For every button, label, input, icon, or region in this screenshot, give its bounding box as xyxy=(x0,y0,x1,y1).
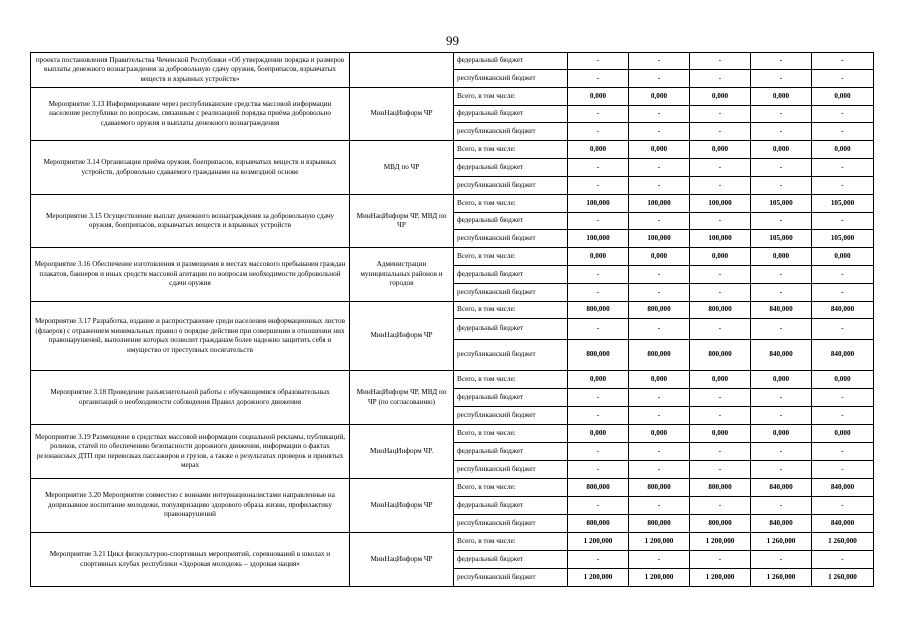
amount-cell: - xyxy=(812,284,874,302)
amount-cell: - xyxy=(690,284,751,302)
measure-cell: проекта постановления Правительства Чеченской Республики «Об утверждении порядка и размеров выплаты денежного вознаграждения за добровольную сдачу оружия, боеприпасов, взрывчатых веществ и взрывных устройств» xyxy=(31,53,350,88)
amount-cell: - xyxy=(751,284,812,302)
amount-cell: - xyxy=(629,389,690,407)
funding-source-cell: федеральный бюджет xyxy=(454,213,568,230)
responsible-cell: МинНацИнформ ЧР. xyxy=(350,425,454,479)
funding-source-cell: федеральный бюджет xyxy=(454,443,568,461)
amount-cell: - xyxy=(690,319,751,340)
measure-cell: Мероприятие 3.16 Обеспечение изготовления и размещения в местах массового пребывания граждан плакатов, баннеров и иных средств массовой агитации по вопросам необходимости добровольной сдачи оружия xyxy=(31,248,350,302)
funding-source-cell: Всего, в том числе: xyxy=(454,371,568,389)
table-row xyxy=(31,195,874,213)
amount-cell: - xyxy=(751,266,812,284)
amount-cell: 840,000 xyxy=(751,479,812,497)
amount-cell: - xyxy=(629,53,690,70)
amount-cell: 1 260,000 xyxy=(751,569,812,587)
amount-cell: 100,000 xyxy=(690,195,751,213)
amount-cell: 0,000 xyxy=(690,248,751,266)
funding-source-cell: федеральный бюджет xyxy=(454,389,568,407)
amount-cell: 100,000 xyxy=(568,230,629,248)
table-row xyxy=(31,479,874,497)
table-row xyxy=(31,88,874,106)
amount-cell: - xyxy=(690,159,751,177)
amount-cell: 840,000 xyxy=(812,479,874,497)
funding-source-cell: республиканский бюджет xyxy=(454,177,568,195)
amount-cell: 1 200,000 xyxy=(690,569,751,587)
amount-cell: - xyxy=(568,461,629,479)
amount-cell: - xyxy=(751,177,812,195)
funding-source-cell: федеральный бюджет xyxy=(454,53,568,70)
amount-cell: 100,000 xyxy=(568,195,629,213)
amount-cell: - xyxy=(568,284,629,302)
amount-cell: - xyxy=(568,319,629,340)
amount-cell: - xyxy=(812,159,874,177)
amount-cell: 800,000 xyxy=(690,479,751,497)
funding-source-cell: республиканский бюджет xyxy=(454,569,568,587)
amount-cell: - xyxy=(812,213,874,230)
amount-cell: 0,000 xyxy=(690,141,751,159)
amount-cell: - xyxy=(629,177,690,195)
amount-cell: 800,000 xyxy=(629,515,690,533)
amount-cell: - xyxy=(751,443,812,461)
amount-cell: - xyxy=(751,70,812,88)
amount-cell: 800,000 xyxy=(690,515,751,533)
amount-cell: 840,000 xyxy=(812,340,874,371)
amount-cell: 840,000 xyxy=(812,515,874,533)
funding-source-cell: республиканский бюджет xyxy=(454,70,568,88)
amount-cell: - xyxy=(568,177,629,195)
amount-cell: 1 200,000 xyxy=(568,569,629,587)
amount-cell: 840,000 xyxy=(751,340,812,371)
amount-cell: 800,000 xyxy=(629,340,690,371)
table-row xyxy=(31,302,874,319)
amount-cell: - xyxy=(751,53,812,70)
amount-cell: 1 260,000 xyxy=(812,533,874,551)
amount-cell: 0,000 xyxy=(690,425,751,443)
amount-cell: - xyxy=(629,497,690,515)
amount-cell: - xyxy=(568,407,629,425)
amount-cell: 0,000 xyxy=(812,425,874,443)
amount-cell: - xyxy=(690,407,751,425)
amount-cell: - xyxy=(751,461,812,479)
funding-source-cell: федеральный бюджет xyxy=(454,319,568,340)
responsible-cell xyxy=(350,53,454,88)
amount-cell: - xyxy=(568,159,629,177)
amount-cell: - xyxy=(629,551,690,569)
amount-cell: - xyxy=(690,70,751,88)
amount-cell: - xyxy=(751,497,812,515)
amount-cell: - xyxy=(568,70,629,88)
responsible-cell: МинНацИнформ ЧР, МВД по ЧР (по согласованию) xyxy=(350,371,454,425)
funding-source-cell: Всего, в том числе: xyxy=(454,88,568,106)
responsible-cell: МинНацИнформ ЧР xyxy=(350,88,454,141)
amount-cell: - xyxy=(690,213,751,230)
amount-cell: - xyxy=(568,213,629,230)
amount-cell: 0,000 xyxy=(629,88,690,106)
amount-cell: - xyxy=(751,106,812,123)
amount-cell: - xyxy=(812,53,874,70)
table-body xyxy=(31,53,874,587)
amount-cell: - xyxy=(568,443,629,461)
amount-cell: - xyxy=(751,159,812,177)
amount-cell: - xyxy=(629,284,690,302)
responsible-cell: МинНацИнформ ЧР xyxy=(350,302,454,371)
amount-cell: - xyxy=(812,177,874,195)
amount-cell: 105,000 xyxy=(812,230,874,248)
amount-cell: - xyxy=(751,389,812,407)
amount-cell: - xyxy=(690,53,751,70)
funding-source-cell: республиканский бюджет xyxy=(454,340,568,371)
amount-cell: - xyxy=(812,123,874,141)
amount-cell: - xyxy=(812,389,874,407)
amount-cell: 800,000 xyxy=(629,302,690,319)
amount-cell: - xyxy=(629,123,690,141)
amount-cell: - xyxy=(568,551,629,569)
funding-source-cell: федеральный бюджет xyxy=(454,106,568,123)
amount-cell: 105,000 xyxy=(751,195,812,213)
amount-cell: - xyxy=(690,177,751,195)
amount-cell: 800,000 xyxy=(690,340,751,371)
amount-cell: 0,000 xyxy=(568,425,629,443)
amount-cell: 0,000 xyxy=(629,141,690,159)
amount-cell: - xyxy=(812,461,874,479)
amount-cell: - xyxy=(568,389,629,407)
amount-cell: - xyxy=(690,497,751,515)
funding-source-cell: республиканский бюджет xyxy=(454,407,568,425)
amount-cell: 0,000 xyxy=(751,141,812,159)
responsible-cell: МинНацИнформ ЧР, МВД по ЧР xyxy=(350,195,454,248)
amount-cell: 840,000 xyxy=(812,302,874,319)
funding-source-cell: Всего, в том числе: xyxy=(454,195,568,213)
amount-cell: 1 260,000 xyxy=(812,569,874,587)
table-row xyxy=(31,425,874,443)
funding-source-cell: республиканский бюджет xyxy=(454,515,568,533)
amount-cell: - xyxy=(690,123,751,141)
amount-cell: - xyxy=(690,389,751,407)
amount-cell: 800,000 xyxy=(690,302,751,319)
amount-cell: 0,000 xyxy=(751,425,812,443)
funding-source-cell: федеральный бюджет xyxy=(454,497,568,515)
amount-cell: 800,000 xyxy=(568,340,629,371)
amount-cell: - xyxy=(690,551,751,569)
funding-source-cell: Всего, в том числе: xyxy=(454,141,568,159)
amount-cell: 100,000 xyxy=(629,230,690,248)
amount-cell: 0,000 xyxy=(751,88,812,106)
amount-cell: - xyxy=(812,551,874,569)
amount-cell: - xyxy=(629,266,690,284)
amount-cell: - xyxy=(629,159,690,177)
amount-cell: - xyxy=(812,70,874,88)
measure-cell: Мероприятие 3.14 Организация приёма оружия, боеприпасов, взрывчатых веществ и взрывных устройств, добровольно сдаваемого гражданами на возмездной основе xyxy=(31,141,350,195)
amount-cell: - xyxy=(812,266,874,284)
measure-cell: Мероприятие 3.18 Проведение разъяснительной работы с обучающимися образовательных организаций о необходимости соблюдения Правил дорожного движения xyxy=(31,371,350,425)
amount-cell: 0,000 xyxy=(629,425,690,443)
funding-source-cell: республиканский бюджет xyxy=(454,230,568,248)
page-number: 99 xyxy=(446,33,459,48)
funding-source-cell: республиканский бюджет xyxy=(454,123,568,141)
amount-cell: 800,000 xyxy=(568,515,629,533)
funding-table xyxy=(30,52,874,587)
amount-cell: 1 200,000 xyxy=(629,569,690,587)
amount-cell: - xyxy=(629,70,690,88)
amount-cell: 105,000 xyxy=(751,230,812,248)
amount-cell: 0,000 xyxy=(812,141,874,159)
amount-cell: 0,000 xyxy=(568,371,629,389)
amount-cell: - xyxy=(568,53,629,70)
measure-cell: Мероприятие 3.13 Информирование через республиканские средства массовой информации население республики по вопросам, связанным с реализацией порядка приёма добровольно сдаваемого оружия и выплаты денежного вознаграждения xyxy=(31,88,350,141)
amount-cell: - xyxy=(812,497,874,515)
amount-cell: - xyxy=(629,319,690,340)
amount-cell: 800,000 xyxy=(629,479,690,497)
amount-cell: - xyxy=(690,106,751,123)
amount-cell: 0,000 xyxy=(751,248,812,266)
measure-cell: Мероприятие 3.17 Разработка, издание и распространение среди населения информационных листов (флаеров) с отражением минимальных правил о порядке действия при совершении в отношении них правонарушений, выполнение которых позволит гражданам более надежно защитить себя и имущество от преступных посягательств xyxy=(31,302,350,371)
amount-cell: 0,000 xyxy=(690,88,751,106)
amount-cell: - xyxy=(751,319,812,340)
amount-cell: - xyxy=(629,407,690,425)
measure-cell: Мероприятие 3.20 Мероприятие совместно с воинами интернационалистами направленные на допризывное воспитание молодежи, популяризацию здорового образа жизни, профилактику правонарушений xyxy=(31,479,350,533)
responsible-cell: МВД по ЧР xyxy=(350,141,454,195)
amount-cell: 0,000 xyxy=(629,248,690,266)
amount-cell: 1 200,000 xyxy=(629,533,690,551)
table-row xyxy=(31,141,874,159)
amount-cell: - xyxy=(751,407,812,425)
amount-cell: 0,000 xyxy=(568,248,629,266)
amount-cell: - xyxy=(568,123,629,141)
amount-cell: 800,000 xyxy=(568,302,629,319)
amount-cell: - xyxy=(812,407,874,425)
responsible-cell: МинНацИнформ ЧР xyxy=(350,533,454,587)
amount-cell: - xyxy=(812,319,874,340)
amount-cell: 1 260,000 xyxy=(751,533,812,551)
amount-cell: - xyxy=(690,266,751,284)
amount-cell: 1 200,000 xyxy=(690,533,751,551)
funding-source-cell: Всего, в том числе: xyxy=(454,302,568,319)
amount-cell: - xyxy=(629,213,690,230)
funding-source-cell: Всего, в том числе: xyxy=(454,425,568,443)
amount-cell: 800,000 xyxy=(568,479,629,497)
funding-source-cell: Всего, в том числе: xyxy=(454,479,568,497)
amount-cell: - xyxy=(751,551,812,569)
amount-cell: 0,000 xyxy=(690,371,751,389)
amount-cell: 0,000 xyxy=(568,88,629,106)
amount-cell: - xyxy=(629,443,690,461)
funding-source-cell: федеральный бюджет xyxy=(454,159,568,177)
amount-cell: - xyxy=(812,443,874,461)
funding-source-cell: Всего, в том числе: xyxy=(454,533,568,551)
funding-source-cell: Всего, в том числе: xyxy=(454,248,568,266)
amount-cell: - xyxy=(751,123,812,141)
measure-cell: Мероприятие 3.21 Цикл физкультурно-спортивных мероприятий, соревнований в школах и спортивных клубах республики «Здоровая молодежь – здоровая нация» xyxy=(31,533,350,587)
amount-cell: 1 200,000 xyxy=(568,533,629,551)
measure-cell: Мероприятие 3.19 Размещение в средствах массовой информации социальной рекламы, публикаций, роликов, статей по обеспечению безопасности дорожного движения, информации о фактах резонансных ДТП при перевозках пассажиров и грузов, а также о результатах проверок и принятых мерах xyxy=(31,425,350,479)
measure-cell: Мероприятие 3.15 Осуществление выплат денежного вознаграждения за добровольную сдачу оружия, боеприпасов, взрывчатых веществ и взрывных устройств xyxy=(31,195,350,248)
funding-source-cell: федеральный бюджет xyxy=(454,551,568,569)
table-row xyxy=(31,53,874,70)
funding-source-cell: федеральный бюджет xyxy=(454,266,568,284)
amount-cell: 0,000 xyxy=(812,248,874,266)
amount-cell: - xyxy=(751,213,812,230)
amount-cell: - xyxy=(812,106,874,123)
amount-cell: - xyxy=(690,461,751,479)
funding-source-cell: республиканский бюджет xyxy=(454,461,568,479)
amount-cell: 100,000 xyxy=(690,230,751,248)
table-row xyxy=(31,533,874,551)
amount-cell: 0,000 xyxy=(568,141,629,159)
amount-cell: 0,000 xyxy=(629,371,690,389)
amount-cell: - xyxy=(690,443,751,461)
amount-cell: 0,000 xyxy=(812,371,874,389)
amount-cell: - xyxy=(568,266,629,284)
amount-cell: 100,000 xyxy=(629,195,690,213)
responsible-cell: Администрации муниципальных районов и городов xyxy=(350,248,454,302)
amount-cell: - xyxy=(568,106,629,123)
amount-cell: 840,000 xyxy=(751,302,812,319)
funding-source-cell: республиканский бюджет xyxy=(454,284,568,302)
table-row xyxy=(31,248,874,266)
amount-cell: - xyxy=(568,497,629,515)
amount-cell: 840,000 xyxy=(751,515,812,533)
responsible-cell: МинНацИнформ ЧР xyxy=(350,479,454,533)
table-row xyxy=(31,371,874,389)
amount-cell: 0,000 xyxy=(812,88,874,106)
amount-cell: 0,000 xyxy=(751,371,812,389)
amount-cell: - xyxy=(629,106,690,123)
amount-cell: 105,000 xyxy=(812,195,874,213)
amount-cell: - xyxy=(629,461,690,479)
